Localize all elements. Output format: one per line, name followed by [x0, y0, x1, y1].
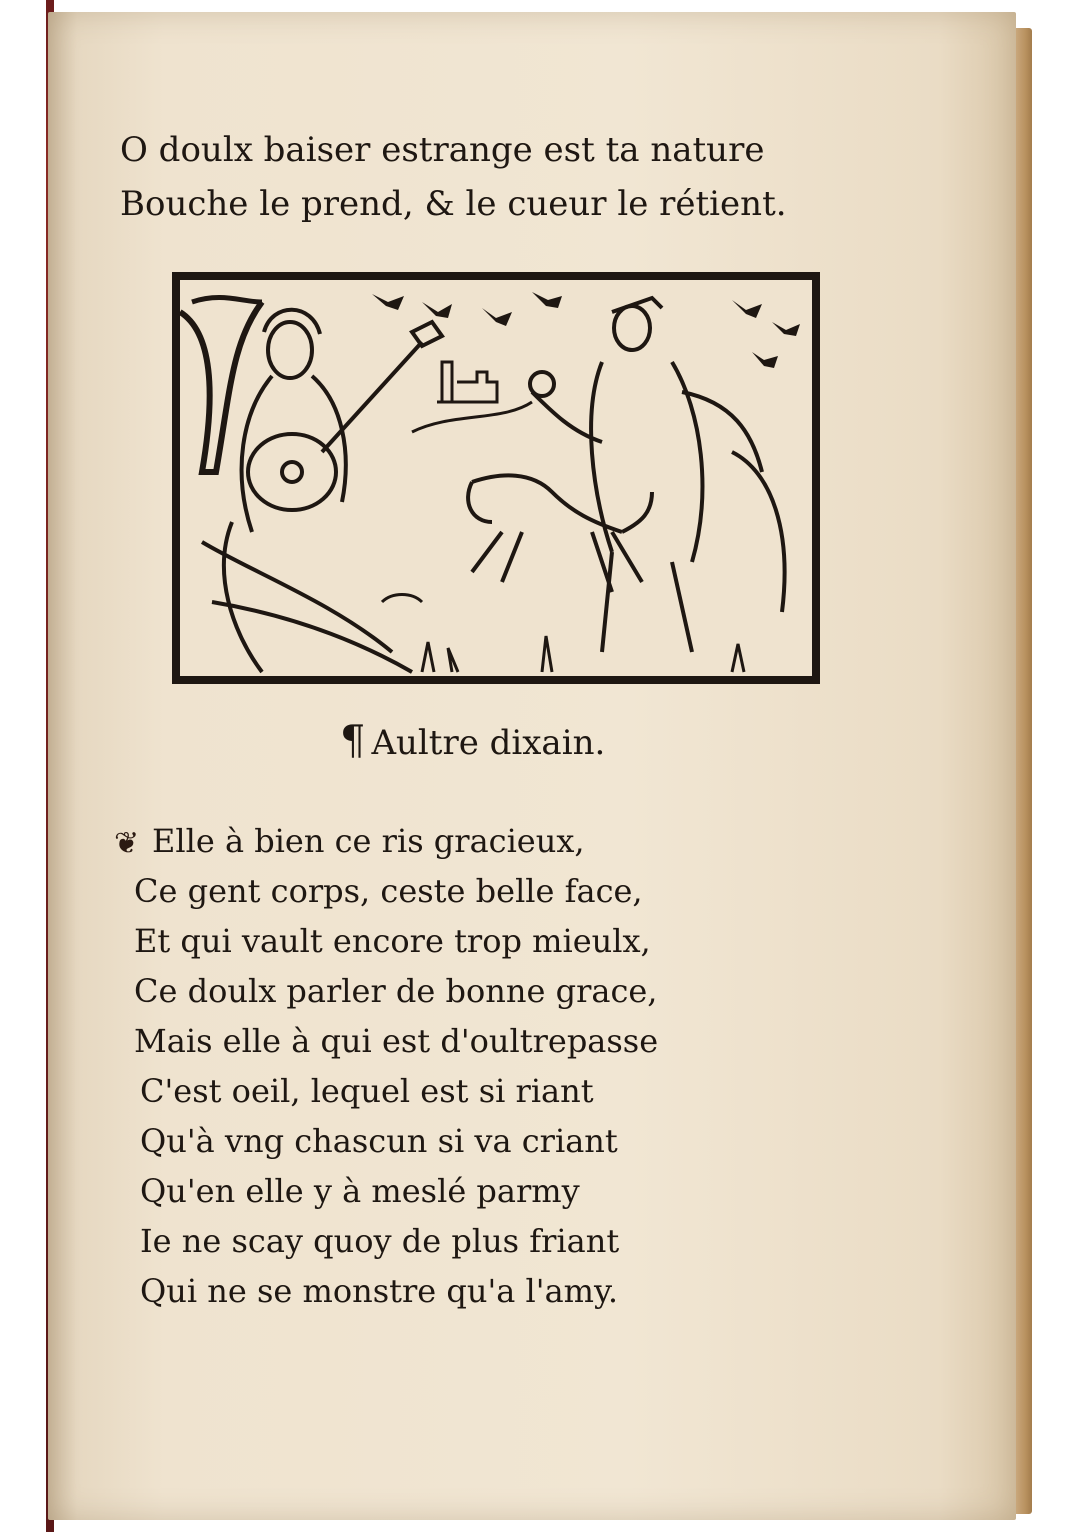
woodcut-illustration — [172, 272, 820, 684]
fleuron-icon: ❦ — [114, 826, 140, 861]
verse-line-3: Et qui vault encore trop mieulx, — [134, 922, 651, 960]
top-verse-line-2: Bouche le prend, & le cueur le rétient. — [120, 184, 787, 224]
fore-edge — [1016, 28, 1032, 1514]
verse-line-6: C'est oeil, lequel est si riant — [140, 1072, 594, 1110]
pilcrow-mark: ¶ — [340, 718, 366, 764]
verse-line-10: Qui ne se monstre qu'a l'amy. — [140, 1272, 618, 1310]
verse-line-4: Ce doulx parler de bonne grace, — [134, 972, 658, 1010]
heading-text: Aultre dixain. — [371, 723, 606, 763]
verse-line-5: Mais elle à qui est d'oultrepasse — [134, 1022, 659, 1060]
verse-line-7: Qu'à vng chascun si va criant — [140, 1122, 618, 1160]
verse-line-2: Ce gent corps, ceste belle face, — [134, 872, 643, 910]
verse-line-9: Ie ne scay quoy de plus friant — [140, 1222, 620, 1260]
verse-line-8: Qu'en elle y à meslé parmy — [140, 1172, 580, 1210]
verse-line-1: Elle à bien ce ris gracieux, — [152, 822, 585, 860]
section-heading — [340, 718, 605, 764]
top-verse-line-1: O doulx baiser estrange est ta nature — [120, 130, 765, 170]
